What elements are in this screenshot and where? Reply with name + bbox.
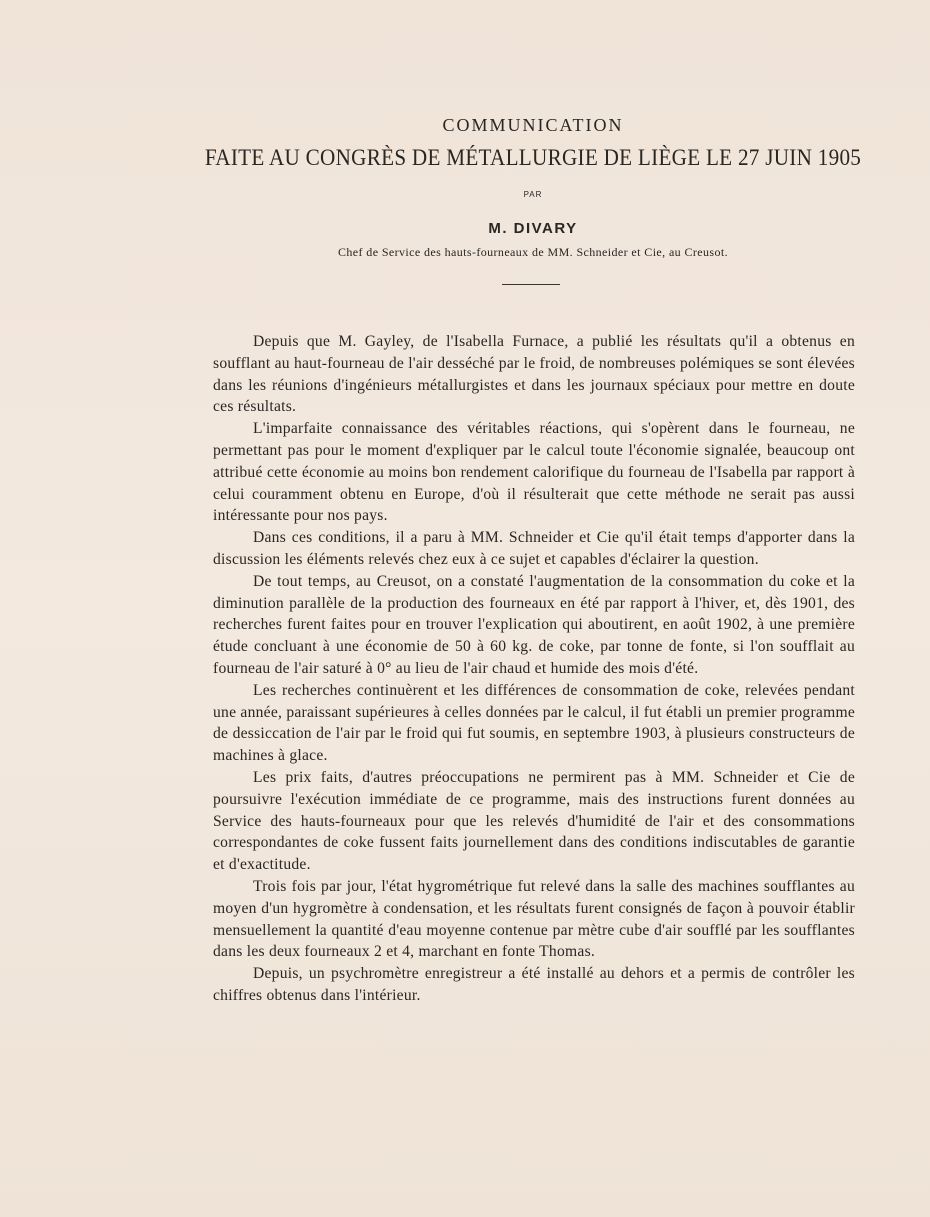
paragraph: L'imparfaite connaissance des véritables réactions, qui s'opèrent dans le fourneau, ne permettant pas pour le moment d'expliquer par le calcul toute l'économie signalée, beaucoup ont attribué cette économie au moins bon rendement calorifique du fourneau de l'Isabella par rapport à celui couramment obtenu en Europe, d'où il résulterait que cette méthode ne serait pas aussi intéressante pour nos pays.	[213, 420, 855, 525]
paragraph: Depuis, un psychromètre enregistreur a été installé au dehors et a permis de contrôler les chiffres obtenus dans l'intérieur.	[213, 965, 855, 1004]
paragraph: De tout temps, au Creusot, on a constaté l'augmentation de la consommation du coke et la diminution parallèle de la production des fourneaux en été par rapport à l'hiver, et, dès 1901, des recherches furent faites pour en trouver l'explication qui aboutirent, en août 1902, à une première étude concluant à une économie de 50 à 60 kg. de coke, par tonne de fonte, si l'on soufflait au fourneau de l'air saturé à 0° au lieu de l'air chaud et humide des mois d'été.	[213, 572, 855, 677]
author-role: Chef de Service des hauts-fourneaux de MM. Schneider et Cie, au Creusot.	[337, 245, 729, 259]
paragraph: Depuis que M. Gayley, de l'Isabella Furnace, a publié les résultats qu'il a obtenus en soufflant au haut-fourneau de l'air desséché par le froid, de nombreuses polémiques se sont élevées dans les réunions d'ingénieurs métallurgistes et dans les journaux spéciaux pour mettre en doute ces résultats.	[213, 333, 855, 416]
title-line-2: FAITE AU CONGRÈS DE MÉTALLURGIE DE LIÈGE LE 27 JUIN 1905	[204, 145, 862, 170]
author-name: M. DIVARY	[488, 220, 578, 237]
paragraph: Dans ces conditions, il a paru à MM. Schneider et Cie qu'il était temps d'apporter dans la discussion les éléments relevés chez eux à ce sujet et capables d'éclairer la question.	[213, 529, 855, 568]
paragraph: Les prix faits, d'autres préoccupations ne permirent pas à MM. Schneider et Cie de poursuivre l'exécution immédiate de ce programme, mais des instructions furent données au Service des hauts-fourneaux pour que les relevés d'humidité de l'air et des consommations correspondantes de coke fussent faits journellement dans des conditions indiscutables de garantie et d'exactitude.	[213, 768, 855, 874]
separator-rule	[502, 284, 560, 285]
paragraph: Trois fois par jour, l'état hygrométrique fut relevé dans la salle des machines soufflantes au moyen d'un hygromètre à condensation, et les résultats furent consignés de façon à pouvoir établir mensuellement la quantité d'eau moyenne contenue par mètre cube d'air soufflé par les soufflantes dans les deux fourneaux 2 et 4, marchant en fonte Thomas.	[213, 877, 855, 961]
body-text	[213, 331, 855, 1007]
paragraph: Les recherches continuèrent et les différences de consommation de coke, relevées pendant une année, paraissant supérieures à celles données par le calcul, il fut établi un premier programme de dessiccation de l'air par le froid qui fut soumis, en septembre 1903, à plusieurs constructeurs de machines à glace.	[213, 681, 855, 765]
title-line-1: COMMUNICATION	[442, 115, 624, 135]
by-label: PAR	[523, 190, 543, 199]
